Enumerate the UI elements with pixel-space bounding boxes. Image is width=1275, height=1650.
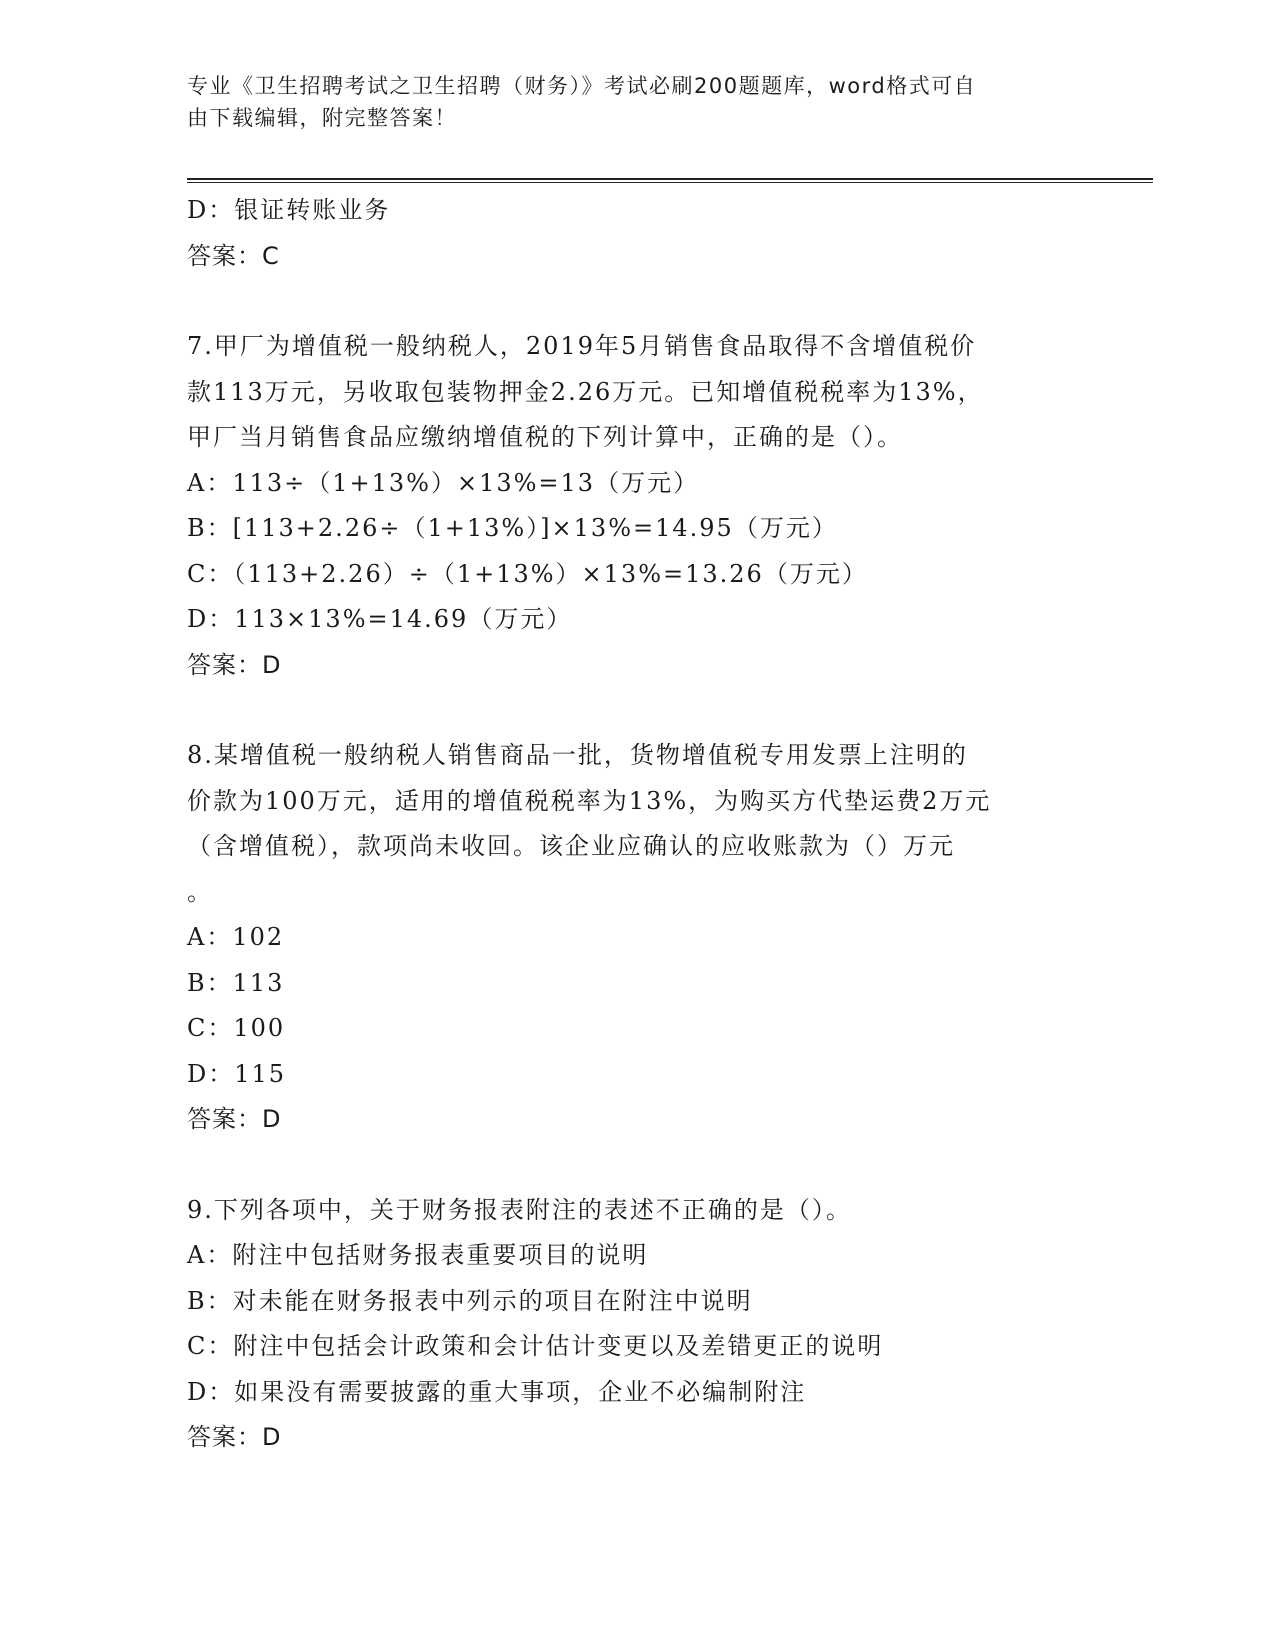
option-c: C：附注中包括会计政策和会计估计变更以及差错更正的说明 (187, 1332, 884, 1360)
spacer (187, 688, 1087, 733)
option-line: D：银证转账业务 (187, 196, 391, 224)
question-block-7 (187, 324, 1087, 688)
document-body (187, 188, 1087, 1461)
question-text-line: 7.甲厂为增值税一般纳税人，2019年5月销售食品取得不含增值税价 (187, 332, 977, 360)
question-block-6 (187, 188, 1087, 279)
question-block-9 (187, 1188, 1087, 1461)
option-d: D：113×13%=14.69（万元） (187, 605, 573, 633)
option-d: D：如果没有需要披露的重大事项，企业不必编制附注 (187, 1377, 807, 1406)
question-text-line: 9.下列各项中，关于财务报表附注的表述不正确的是（）。 (187, 1195, 852, 1224)
option-a: A：113÷（1+13%）×13%=13（万元） (187, 468, 700, 497)
answer-line: 答案：D (187, 1423, 282, 1451)
option-a: A：附注中包括财务报表重要项目的说明 (187, 1241, 649, 1269)
question-block-8 (187, 733, 1087, 1143)
option-c: C：（113+2.26）÷（1+13%）×13%=13.26（万元） (187, 559, 868, 588)
option-c: C：100 (187, 1014, 286, 1042)
question-text-line: 价款为100万元，适用的增值税税率为13%，为购买方代垫运费2万元 (187, 786, 992, 815)
answer-line: 答案：D (187, 1105, 282, 1133)
answer-line: 答案：C (187, 241, 280, 270)
option-d: D：115 (187, 1059, 287, 1088)
document-header (187, 70, 1087, 134)
spacer (187, 279, 1087, 324)
spacer (187, 1143, 1087, 1188)
question-text-line: （含增值税），款项尚未收回。该企业应确认的应收账款为（）万元 (187, 832, 955, 860)
header-divider (187, 178, 1153, 183)
option-b: B：[113+2.26÷（1+13%）]×13%=14.95（万元） (187, 514, 838, 542)
question-text-line: 。 (187, 877, 213, 906)
option-a: A：102 (187, 923, 285, 951)
option-b: B：对未能在财务报表中列示的项目在附注中说明 (187, 1286, 753, 1315)
question-text-line: 甲厂当月销售食品应缴纳增值税的下列计算中，正确的是（）。 (187, 423, 903, 451)
header-line-1: 专业《卫生招聘考试之卫生招聘（财务）》考试必刷200题题库，word格式可自 (187, 74, 977, 98)
header-line-2: 由下载编辑，附完整答案！ (187, 106, 457, 130)
answer-line: 答案：D (187, 650, 282, 679)
question-text-line: 款113万元，另收取包装物押金2.26万元。已知增值税税率为13%， (187, 377, 984, 406)
option-b: B：113 (187, 968, 285, 997)
question-text-line: 8.某增值税一般纳税人销售商品一批，货物增值税专用发票上注明的 (187, 741, 968, 769)
